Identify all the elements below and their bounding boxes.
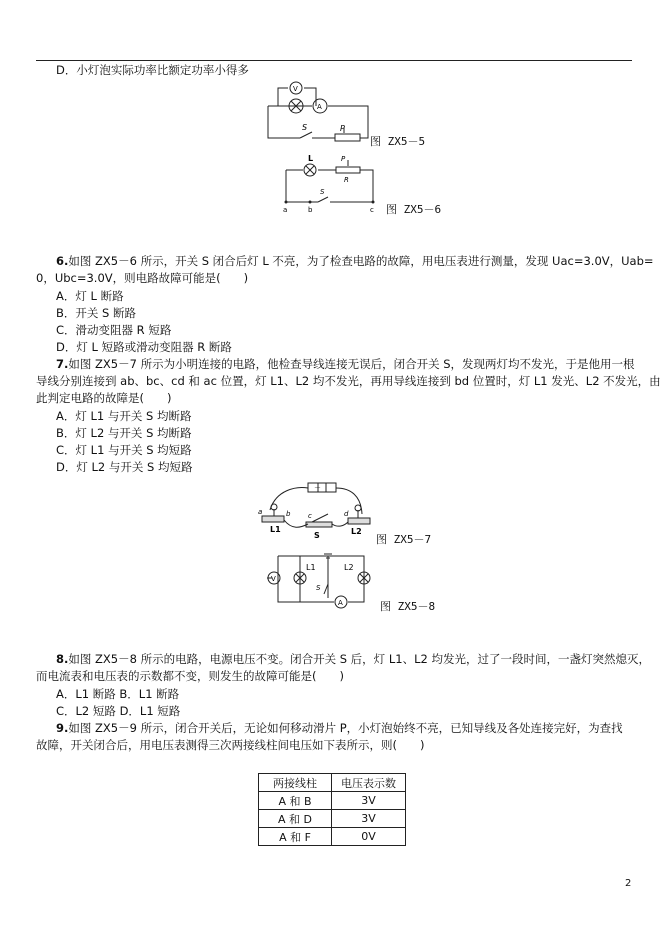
q6-line2: 0，Ubc=3.0V，则电路故障可能是( ): [36, 271, 249, 285]
fig6-label-c: c: [370, 206, 374, 214]
figure-zx5-8-caption: 图 ZX5－8: [380, 600, 436, 613]
q8-options-ab: A．L1 断路 B．L1 断路: [56, 687, 180, 701]
table-header: 两接线柱: [259, 774, 332, 792]
fig7-label-d: d: [344, 510, 349, 518]
fig7-label-c: c: [308, 512, 312, 520]
figure-zx5-7-caption: 图 ZX5－7: [376, 533, 432, 546]
figure-zx5-8: [264, 550, 376, 610]
table-cell: 0V: [332, 828, 406, 846]
q7-line1: [36, 356, 635, 373]
q6-option-d: D．灯 L 短路或滑动变阻器 R 断路: [56, 340, 232, 354]
table-row: [259, 828, 406, 846]
q7-line3: 此判定电路的故障是( ): [36, 391, 172, 405]
fig5-label-p: P: [340, 124, 345, 133]
fig7-label-l1: L1: [270, 525, 281, 534]
table-row: [259, 810, 406, 828]
figure-zx5-7: [256, 476, 374, 544]
q8-options-cd: C．L2 短路 D．L1 短路: [56, 704, 181, 718]
q9-line2: 故障，开关闭合后，用电压表测得三次两接线柱间电压如下表所示，则( ): [36, 738, 425, 752]
q6-line1: [36, 253, 654, 270]
q8-line1: [36, 651, 650, 668]
table-cell: A 和 D: [259, 810, 332, 828]
q6-option-b: B．开关 S 断路: [56, 306, 136, 320]
q9-number: 9.: [56, 721, 69, 735]
fig6-label-r: R: [344, 176, 349, 184]
fig7-label-l2: L2: [351, 527, 362, 536]
q7-option-a: A．灯 L1 与开关 S 均断路: [56, 409, 192, 423]
fig5-label-v: V: [293, 85, 298, 93]
figure-zx5-6: [278, 152, 383, 214]
fig8-label-l1: L1: [306, 563, 316, 572]
fig8-label-a: A: [338, 599, 343, 607]
q7-line2: 导线分别连接到 ab、bc、cd 和 ac 位置，灯 L1、L2 均不发光，再用导线连接到 bd 位置时，灯 L1 发光、L2 不发光，由: [36, 374, 661, 388]
table-cell: A 和 B: [259, 792, 332, 810]
fig7-battery-sign: －: [314, 484, 321, 492]
q7-text-1: 如图 ZX5－7 所示为小明连接的电路，他检查导线连接无误后，闭合开关 S，发现两灯均不发光，于是他用一根: [68, 357, 635, 371]
fig6-label-p: P: [341, 155, 346, 163]
q6-text-1: 如图 ZX5－6 所示，开关 S 闭合后灯 L 不亮，为了检查电路的故障，用电压表进行测量，发现 Uac=3.0V，Uab=: [68, 254, 654, 268]
q7-option-b: B．灯 L2 与开关 S 均断路: [56, 426, 192, 440]
fig8-label-l2: L2: [344, 563, 354, 572]
table-cell: A 和 F: [259, 828, 332, 846]
q9-text-1: 如图 ZX5－9 所示，闭合开关后，无论如何移动滑片 P，小灯泡始终不亮，已知导线及各处连接完好，为查找: [68, 721, 623, 735]
figure-zx5-5: [260, 76, 370, 148]
fig8-label-v: V: [271, 575, 276, 583]
voltage-table: [258, 773, 406, 846]
fig6-label-b: b: [308, 206, 313, 214]
q8-text-1: 如图 ZX5－8 所示的电路，电源电压不变。闭合开关 S 后，灯 L1、L2 均发光，过了一段时间，一盏灯突然熄灭，: [68, 652, 650, 666]
fig6-label-l: L: [308, 154, 314, 163]
fig7-label-s: S: [314, 531, 320, 540]
table-header-row: [259, 774, 406, 792]
table-cell: 3V: [332, 810, 406, 828]
q8-number: 8.: [56, 652, 69, 666]
table-row: [259, 792, 406, 810]
q7-number: 7.: [56, 357, 69, 371]
fig6-label-s: S: [320, 188, 325, 196]
fig5-label-a: A: [317, 103, 322, 111]
header-rule: [36, 60, 632, 61]
fig8-label-s: S: [316, 584, 321, 592]
option-d-top: D．小灯泡实际功率比额定功率小得多: [56, 63, 249, 77]
page-number: 2: [625, 878, 632, 889]
figure-zx5-5-caption: 图 ZX5－5: [370, 135, 426, 148]
fig7-label-a: a: [258, 508, 263, 516]
fig7-label-b: b: [286, 510, 291, 518]
q7-option-c: C．灯 L1 与开关 S 均短路: [56, 443, 192, 457]
q7-option-d: D．灯 L2 与开关 S 均短路: [56, 460, 193, 474]
q6-option-a: A．灯 L 断路: [56, 289, 124, 303]
q9-line1: [36, 720, 623, 737]
q6-option-c: C．滑动变阻器 R 短路: [56, 323, 172, 337]
q8-line2: 而电流表和电压表的示数都不变，则发生的故障可能是( ): [36, 669, 344, 683]
q6-number: 6.: [56, 254, 69, 268]
table-cell: 3V: [332, 792, 406, 810]
table-header: 电压表示数: [332, 774, 406, 792]
figure-zx5-6-caption: 图 ZX5－6: [386, 203, 442, 216]
fig6-label-a: a: [283, 206, 288, 214]
fig5-label-s: S: [302, 123, 308, 132]
